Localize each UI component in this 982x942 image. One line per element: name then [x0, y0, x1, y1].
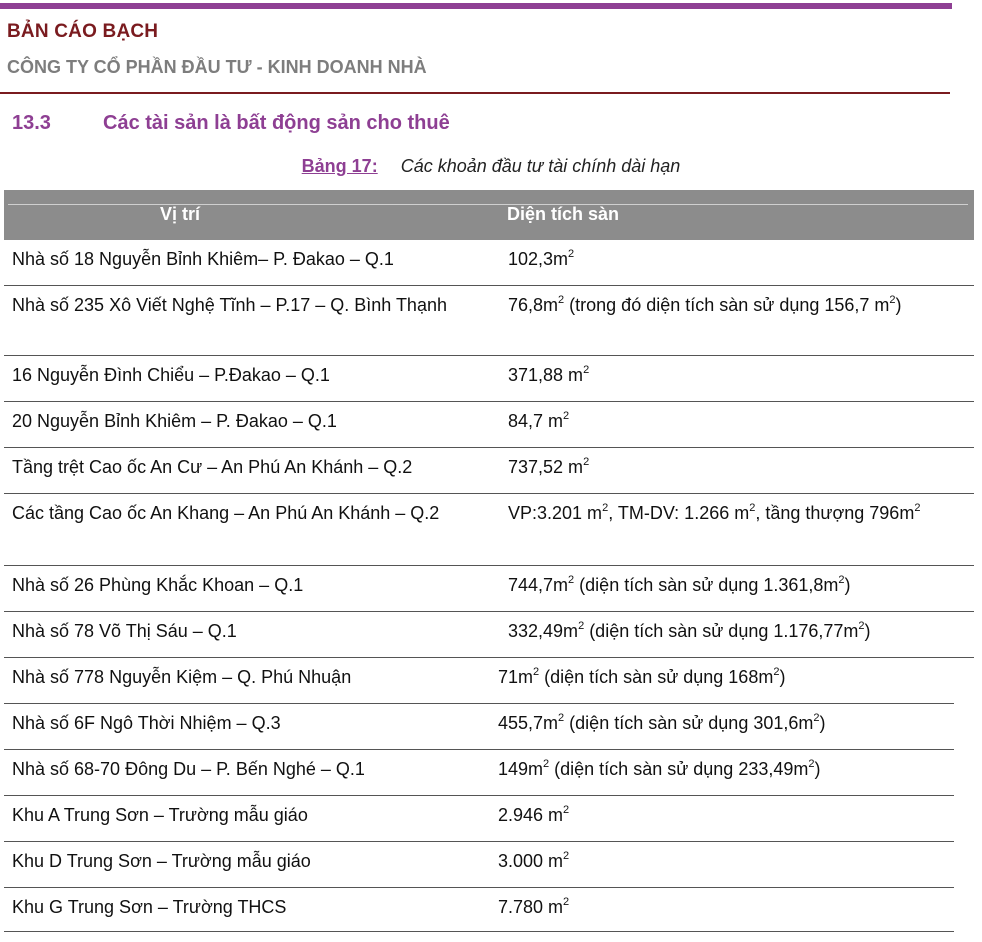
cell-location: Khu G Trung Sơn – Trường THCS — [12, 897, 287, 917]
cell-area: 371,88 $m^2$ — [508, 364, 590, 385]
table-row — [4, 402, 974, 448]
cell-location: Nhà số 6F Ngô Thời Nhiệm – Q.3 — [12, 713, 281, 733]
cell-area: $76,8m^2$ (trong đó diện tích sàn sử dụng 156,7 $m^2$) — [508, 294, 902, 315]
table-row — [4, 612, 974, 658]
table-row — [4, 286, 974, 356]
cell-area: $71m^2$ (diện tích sàn sử dụng $168m^2$) — [498, 666, 786, 687]
table-row — [4, 704, 954, 750]
cell-area: 2.946 $m^2$ — [498, 804, 570, 825]
document-title: BẢN CÁO BẠCH — [7, 21, 159, 42]
cell-location: Nhà số 68-70 Đông Du – P. Bến Nghé – Q.1 — [12, 759, 365, 779]
table-row — [4, 240, 974, 286]
table-caption — [0, 156, 982, 177]
table-header-bar — [4, 190, 974, 240]
column-header-area: Diện tích sàn — [507, 204, 620, 224]
cell-location: Các tầng Cao ốc An Khang – An Phú An Khánh – Q.2 — [12, 503, 440, 523]
table-row — [4, 494, 974, 566]
cell-area: $744,7m^2$ (diện tích sàn sử dụng $1.361,8m^2$) — [508, 574, 851, 595]
cell-location: Nhà số 26 Phùng Khắc Khoan – Q.1 — [12, 575, 304, 595]
header-divider — [0, 92, 950, 94]
table-row — [4, 796, 954, 842]
cell-location: Khu D Trung Sơn – Trường mẫu giáo — [12, 851, 311, 871]
column-header-location: Vị trí — [160, 204, 201, 224]
cell-location: Tầng trệt Cao ốc An Cư – An Phú An Khánh – Q.2 — [12, 457, 413, 477]
table-row — [4, 448, 974, 494]
section-title: Các tài sản là bất động sản cho thuê — [103, 112, 450, 134]
table-row — [4, 658, 954, 704]
table-row — [4, 566, 974, 612]
cell-area: $102,3m^2$ — [508, 248, 575, 269]
table-caption-text: Các khoản đầu tư tài chính dài hạn — [400, 156, 681, 176]
cell-location: Nhà số 235 Xô Viết Nghệ Tĩnh – P.17 – Q. Bình Thạnh — [12, 295, 447, 315]
table-row — [4, 750, 954, 796]
cell-area: 84,7 $m^2$ — [508, 410, 570, 431]
cell-location: Nhà số 18 Nguyễn Bỉnh Khiêm– P. Đakao – Q.1 — [12, 249, 394, 269]
cell-area: $332,49m^2$ (diện tích sàn sử dụng $1.176,77m^2$) — [508, 620, 871, 641]
table-row — [4, 842, 954, 888]
company-name: CÔNG TY CỔ PHẦN ĐẦU TƯ - KINH DOANH NHÀ — [7, 57, 427, 77]
row-divider — [4, 931, 954, 932]
cell-area: $149m^2$ (diện tích sàn sử dụng $233,49m^2$) — [498, 758, 821, 779]
table-label: Bảng 17: — [301, 156, 378, 176]
cell-area: $455,7m^2$ (diện tích sàn sử dụng $301,6m^2$) — [498, 712, 826, 733]
cell-area: 3.000 $m^2$ — [498, 850, 570, 871]
cell-area: VP:3.201 $m^2$, TM-DV: 1.266 $m^2$, tầng thượng $796m^2$ — [508, 502, 921, 523]
table-row — [4, 888, 954, 932]
cell-area: 737,52 $m^2$ — [508, 456, 590, 477]
cell-area: 7.780 $m^2$ — [498, 896, 570, 917]
cell-location: 16 Nguyễn Đình Chiểu – P.Đakao – Q.1 — [12, 365, 330, 385]
cell-location: Nhà số 778 Nguyễn Kiệm – Q. Phú Nhuận — [12, 667, 352, 687]
table-row — [4, 356, 974, 402]
cell-location: 20 Nguyễn Bỉnh Khiêm – P. Đakao – Q.1 — [12, 411, 337, 431]
top-accent-bar — [0, 3, 952, 9]
section-number: 13.3 — [12, 112, 51, 134]
cell-location: Khu A Trung Sơn – Trường mẫu giáo — [12, 805, 308, 825]
cell-location: Nhà số 78 Võ Thị Sáu – Q.1 — [12, 621, 237, 641]
